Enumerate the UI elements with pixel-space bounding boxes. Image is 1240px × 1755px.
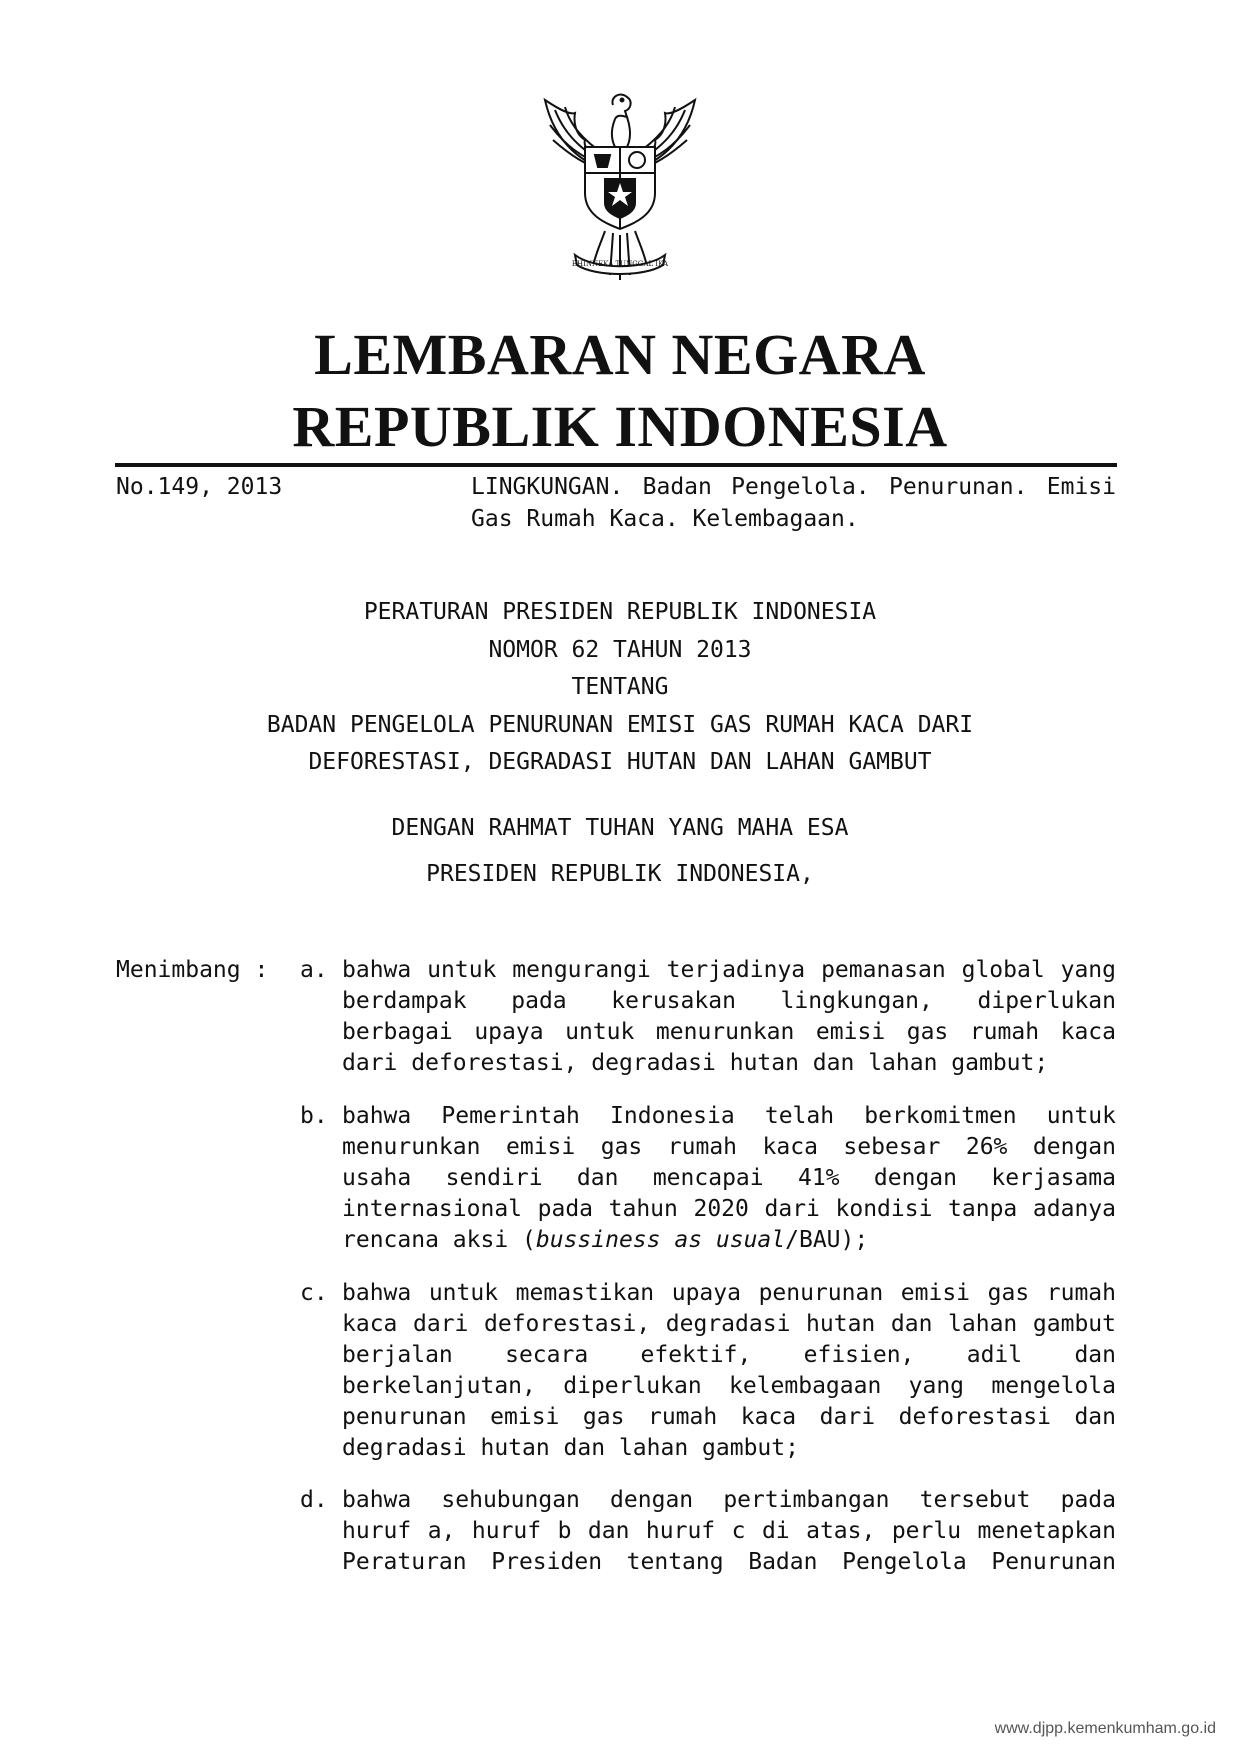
considering-item-a bbox=[300, 955, 1116, 1079]
garuda-emblem-icon bbox=[515, 85, 725, 295]
opening-line1: DENGAN RAHMAT TUHAN YANG MAHA ESA bbox=[391, 815, 849, 841]
item-text-after: /BAU); bbox=[785, 1227, 869, 1253]
regulation-number: NOMOR 62 TAHUN 2013 bbox=[488, 636, 752, 663]
opening-formula bbox=[0, 805, 1240, 897]
item-letter: a. bbox=[300, 957, 328, 983]
regulation-heading bbox=[0, 594, 1240, 782]
regulation-type: PERATURAN PRESIDEN REPUBLIK INDONESIA bbox=[363, 599, 877, 625]
emblem-motto-text: BHINNEKA TUNGGAL IKA bbox=[571, 260, 669, 268]
header-divider bbox=[115, 463, 1117, 467]
considering-item-b bbox=[300, 1101, 1116, 1256]
regulation-title-line2: DEFORESTASI, DEGRADASI HUTAN DAN LAHAN GAMBUT bbox=[308, 749, 932, 775]
opening-line2: PRESIDEN REPUBLIK INDONESIA, bbox=[426, 861, 814, 887]
item-letter: c. bbox=[300, 1280, 328, 1306]
considering-item-c bbox=[300, 1278, 1116, 1464]
item-letter: d. bbox=[300, 1487, 328, 1513]
regulation-about: TENTANG bbox=[571, 674, 669, 700]
item-text-italic: bussiness as usual bbox=[535, 1227, 786, 1253]
gazette-title-line2: REPUBLIK INDONESIA bbox=[292, 394, 948, 459]
item-text: bahwa untuk memastikan upaya penurunan emisi gas rumah kaca dari deforestasi, degradasi hutan dan lahan gambut berjalan secara efektif, efisien, adil dan berkelanjutan, diperlukan kelembagaan yang mengelola penurunan emisi gas rumah kaca dari deforestasi dan degradasi hutan dan lahan gambut; bbox=[342, 1280, 1116, 1461]
gazette-subject: LINGKUNGAN. Badan Pengelola. Penurunan. Emisi Gas Rumah Kaca. Kelembagaan. bbox=[471, 474, 1116, 532]
gazette-title-line1: LEMBARAN NEGARA bbox=[314, 322, 926, 387]
item-text: bahwa untuk mengurangi terjadinya pemanasan global yang berdampak pada kerusakan lingkungan, diperlukan berbagai upaya untuk menurunkan emisi gas rumah kaca dari deforestasi, degradasi hutan dan lahan gambut; bbox=[342, 957, 1116, 1076]
item-text-before: bahwa Pemerintah Indonesia telah berkomitmen untuk menurunkan emisi gas rumah kaca sebesar 26% dengan usaha sendiri dan mencapai 41% dengan kerjasama internasional pada tahun 2020 dari kondisi tanpa adanya rencana aksi ( bbox=[342, 1103, 1116, 1253]
regulation-title-line1: BADAN PENGELOLA PENURUNAN EMISI GAS RUMAH KACA DARI bbox=[266, 711, 974, 738]
considering-label: Menimbang : bbox=[116, 957, 269, 983]
item-text: bahwa sehubungan dengan pertimbangan tersebut pada huruf a, huruf b dan huruf c di atas, perlu menetapkan Peraturan Presiden tentang Badan Pengelola Penurunan bbox=[342, 1487, 1116, 1575]
gazette-number: No.149, 2013 bbox=[116, 474, 283, 500]
considering-item-d bbox=[300, 1485, 1116, 1578]
item-text bbox=[342, 1101, 1116, 1256]
footer-url: www.djpp.kemenkumham.go.id bbox=[994, 1720, 1216, 1737]
item-letter: b. bbox=[300, 1103, 328, 1129]
